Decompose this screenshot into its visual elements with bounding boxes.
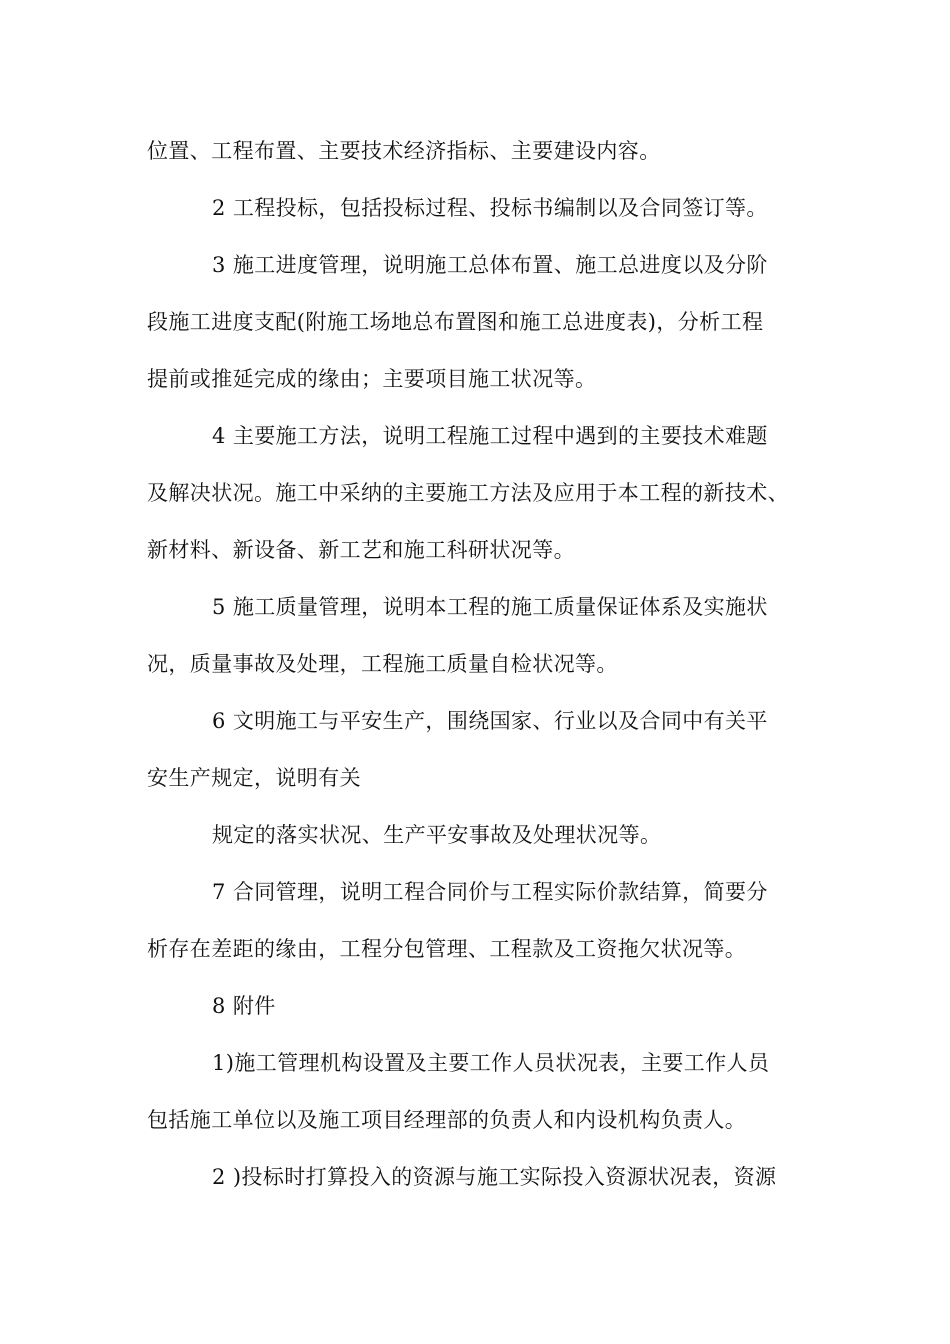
text-line: 8 附件 (212, 994, 276, 1018)
text-line: 7 合同管理，说明工程合同价与工程实际价款结算，简要分 (212, 880, 768, 904)
text-line: 位置、工程布置、主要技术经济指标、主要建设内容。 (147, 139, 661, 163)
text-line: 2 )投标时打算投入的资源与施工实际投入资源状况表，资源 (212, 1165, 777, 1189)
text-line: 段施工进度支配(附施工场地总布置图和施工总进度表)，分析工程 (147, 310, 764, 334)
text-line: 规定的落实状况、生产平安事故及处理状况等。 (212, 823, 662, 847)
text-line: 3 施工进度管理，说明施工总体布置、施工总进度以及分阶 (212, 253, 768, 277)
text-line: 包括施工单位以及施工项目经理部的负责人和内设机构负责人。 (147, 1108, 747, 1132)
text-line: 6 文明施工与平安生产，围绕国家、行业以及合同中有关平 (212, 709, 768, 733)
text-line: 况，质量事故及处理，工程施工质量自检状况等。 (147, 652, 618, 676)
text-line: 析存在差距的缘由，工程分包管理、工程款及工资拖欠状况等。 (147, 937, 747, 961)
text-line: 安生产规定，说明有关 (147, 766, 361, 790)
text-line: 2 工程投标，包括投标过程、投标书编制以及合同签订等。 (212, 196, 768, 220)
text-line: 4 主要施工方法，说明工程施工过程中遇到的主要技术难题 (212, 424, 768, 448)
text-line: 新材料、新设备、新工艺和施工科研状况等。 (147, 538, 575, 562)
text-line: 提前或推延完成的缘由；主要项目施工状况等。 (147, 367, 597, 391)
text-line: 及解决状况。施工中采纳的主要施工方法及应用于本工程的新技术、 (147, 481, 789, 505)
text-line: 5 施工质量管理，说明本工程的施工质量保证体系及实施状 (212, 595, 768, 619)
text-line: 1)施工管理机构设置及主要工作人员状况表，主要工作人员 (212, 1051, 770, 1075)
